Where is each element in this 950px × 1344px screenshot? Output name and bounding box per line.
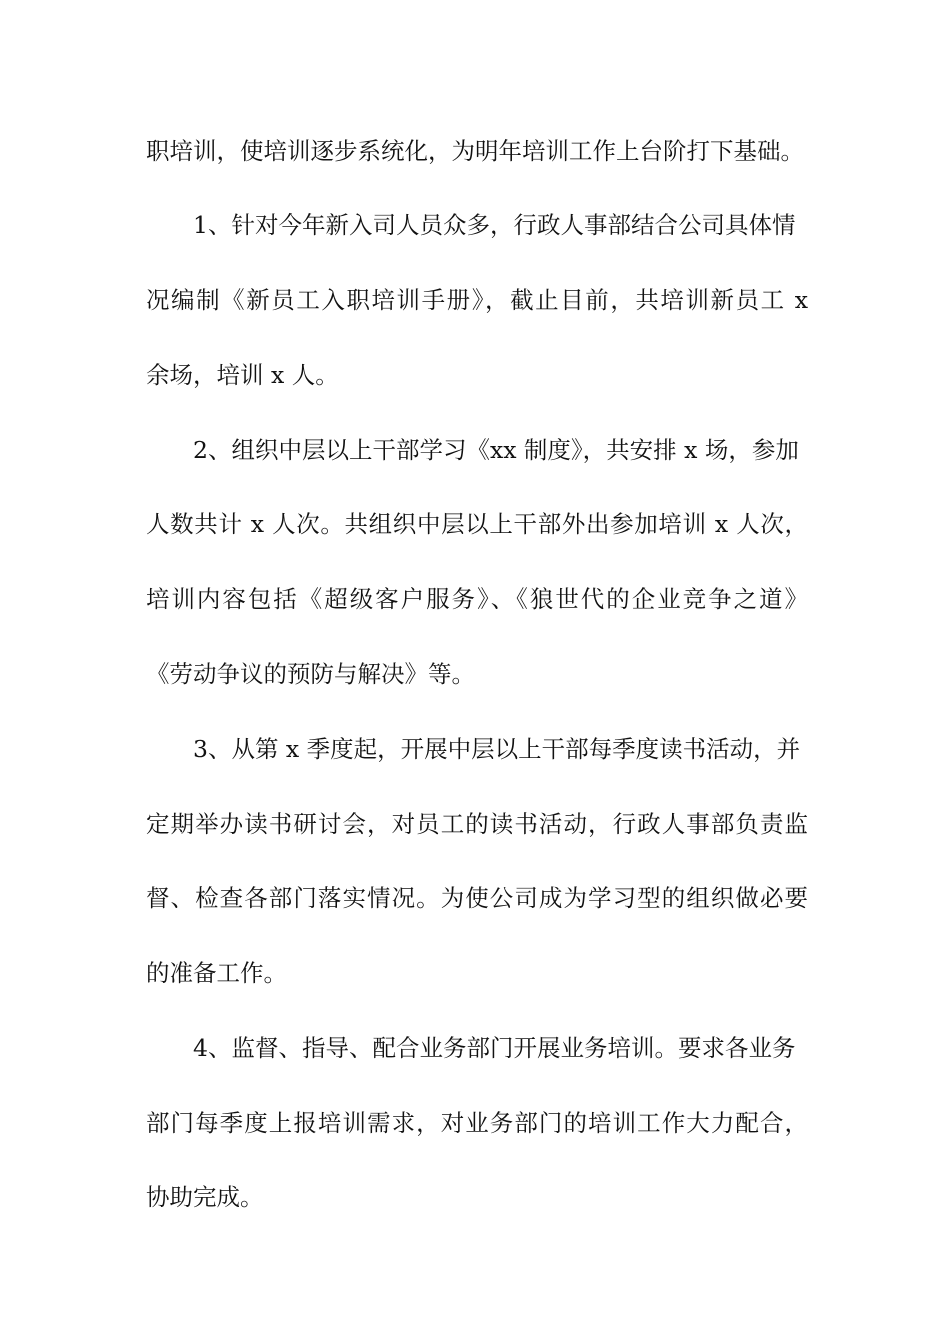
paragraph-line: 的准备工作。 <box>146 959 287 987</box>
paragraph-line: 培训内容包括《超级客户服务》、《狼世代的企业竞争之道》 <box>146 585 808 613</box>
paragraph-line: 4、监督、指导、配合业务部门开展业务培训。要求各业务 <box>193 1034 796 1062</box>
paragraph-line: 余场，培训 x 人。 <box>146 361 339 389</box>
paragraph-line: 《劳动争议的预防与解决》等。 <box>146 660 475 688</box>
paragraph-line: 况编制《新员工入职培训手册》，截止目前，共培训新员工 x <box>146 286 808 314</box>
paragraph-line: 职培训，使培训逐步系统化，为明年培训工作上台阶打下基础。 <box>146 137 804 165</box>
paragraph-line: 督、检查各部门落实情况。为使公司成为学习型的组织做必要 <box>146 884 808 912</box>
paragraph-line: 3、从第 x 季度起，开展中层以上干部每季度读书活动，并 <box>193 735 801 763</box>
paragraph-line: 协助完成。 <box>146 1183 264 1211</box>
paragraph-line: 定期举办读书研讨会，对员工的读书活动，行政人事部负责监 <box>146 810 808 838</box>
paragraph-line: 部门每季度上报培训需求，对业务部门的培训工作大力配合， <box>146 1109 808 1137</box>
paragraph-line: 1、针对今年新入司人员众多，行政人事部结合公司具体情 <box>193 211 796 239</box>
paragraph-line: 人数共计 x 人次。共组织中层以上干部外出参加培训 x 人次， <box>146 510 808 538</box>
paragraph-line: 2、组织中层以上干部学习《xx 制度》，共安排 x 场，参加 <box>193 436 799 464</box>
